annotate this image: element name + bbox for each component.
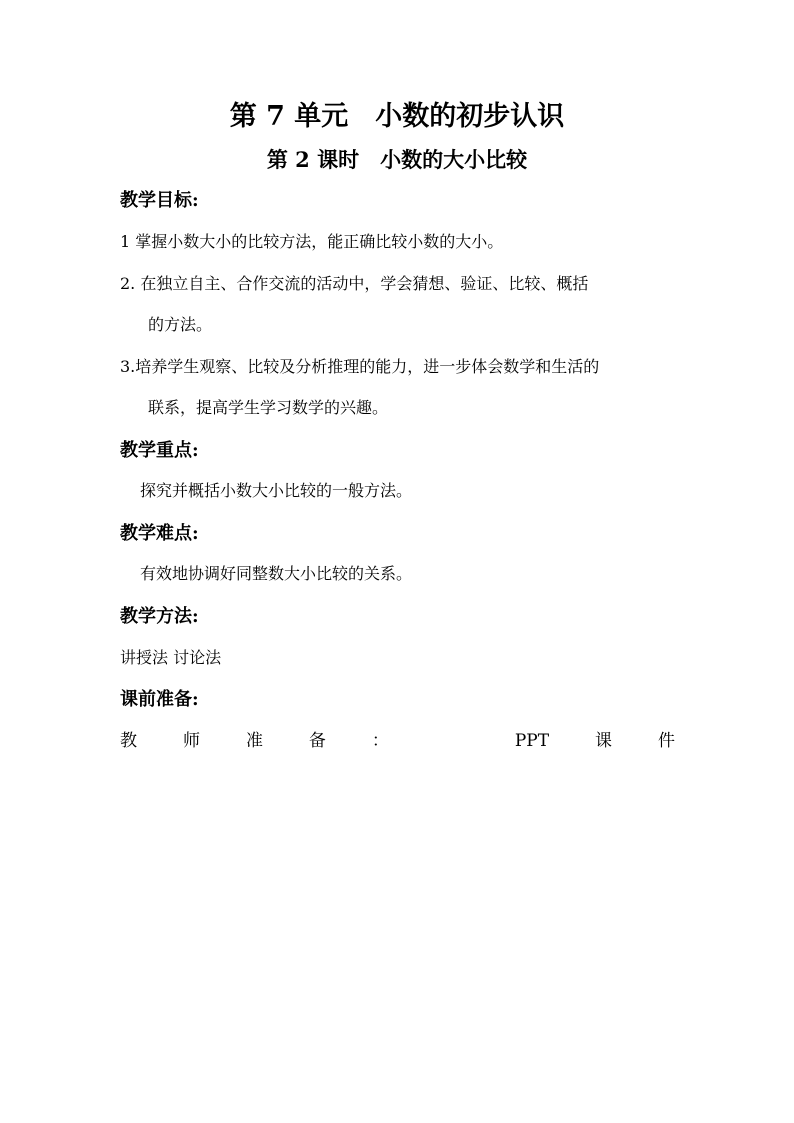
objective-line-2: 2. 在独立自主、合作交流的活动中，学会猜想、验证、比较、概括 (120, 274, 589, 293)
preparation-word: 教 (120, 731, 137, 751)
preparation-word: 准 (245, 731, 263, 751)
objective-line-2-cont: 的方法。 (148, 315, 213, 334)
objective-line-1: 1 掌握小数大小的比较方法，能正确比较小数的大小。 (120, 232, 504, 251)
preparation-word: 备 (308, 731, 326, 751)
preparation-line (120, 730, 675, 752)
objective-line-3: 3.培养学生观察、比较及分析推理的能力，进一步体会数学和生活的 (120, 357, 600, 376)
key-points-heading: 教学重点: (120, 440, 199, 461)
preparation-heading: 课前准备: (120, 689, 199, 710)
lesson-subtitle: 第 2 课时 小数的大小比较 (266, 147, 528, 172)
preparation-word: ： (371, 731, 389, 751)
unit-title: 第 7 单元 小数的初步认识 (229, 101, 565, 132)
key-points-text: 探究并概括小数大小比较的一般方法。 (140, 481, 413, 500)
difficulties-text: 有效地协调好同整数大小比较的关系。 (140, 564, 413, 583)
preparation-word: 师 (182, 731, 200, 751)
objectives-heading: 教学目标: (120, 190, 199, 211)
preparation-word: 件 (658, 731, 675, 751)
preparation-word: PPT (514, 731, 550, 751)
difficulties-heading: 教学难点: (120, 523, 199, 544)
preparation-word: 课 (595, 731, 613, 751)
objective-line-3-cont: 联系，提高学生学习数学的兴趣。 (148, 398, 389, 417)
methods-text: 讲授法 讨论法 (120, 648, 222, 667)
methods-heading: 教学方法: (120, 606, 199, 627)
